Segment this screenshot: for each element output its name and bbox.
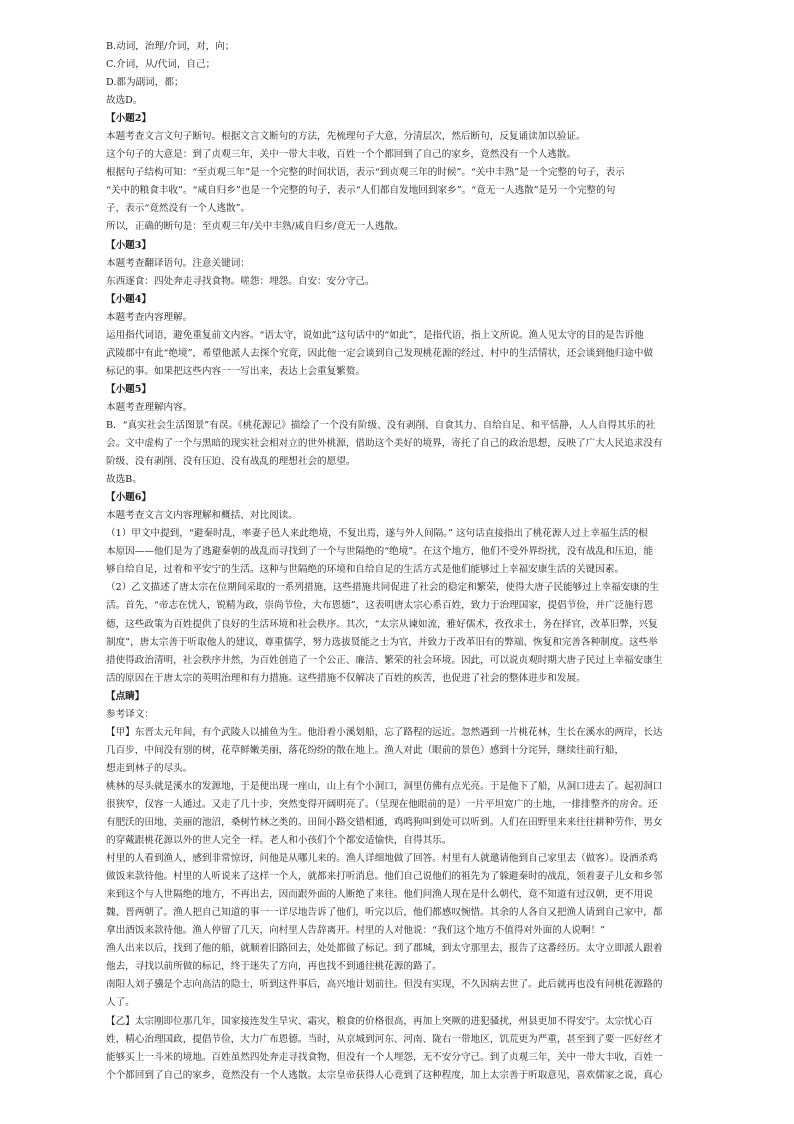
text-line: 会。文中虚构了一个与黑暗的现实社会相对立的世外桃源，借助这个美好的境界，寄托了自己的政治思想，反映了广大人民追求没有	[106, 438, 663, 450]
text-line: 拿出酒饭来款待他。渔人停留了几天，向村里人告辞离开。村里的人对他说：“我们这个地方不值得对外面的人说啊！”	[106, 925, 606, 937]
text-line: 他去，寻找以前所做的标记，终于迷失了方向，再也找不到通往桃花源的路了。	[106, 961, 442, 973]
text-line: 够自给自足，过着和平安宁的生活。这种与世隔绝的环境和自给自足的生活方式是他们能够过上幸福安康生活的关键因素。	[106, 564, 625, 576]
text-line: 东西逐食：四处奔走寻找食物。嗟怨：埋怨。自安：安分守己。	[106, 275, 375, 287]
text-line: 本题考查理解内容。	[106, 401, 193, 413]
text-line: 人了。	[106, 997, 135, 1009]
text-line: 南阳人刘子骥是个志向高洁的隐士，听到这件事后，高兴地计划前往。但没有实现，不久因病去世了。此后就再也没有问桃花源路的	[106, 979, 663, 991]
text-line: C.介词，从/代词，自己；	[106, 59, 216, 71]
text-line: 几百步，中间没有别的树，花草鲜嫩美丽，落花纷纷的散在地上。渔人对此（眼前的景色）感到十分诧异，继续往前行船，	[106, 744, 625, 756]
text-line: 魏、晋两朝了。渔人把自己知道的事一一详尽地告诉了他们，听完以后，他们都感叹惋惜。其余的人各自又把渔人请到自己家中，都	[106, 907, 663, 919]
text-line: B．“真实社会生活图景”有误。《桃花源记》描绘了一个没有阶级、没有剥削、自食其力、自给自足、和平恬静，人人自得其乐的社	[106, 419, 656, 431]
text-line: 本题考查内容理解。	[106, 311, 193, 323]
section-heading: 【小题2】	[106, 113, 152, 125]
text-line: 本题考查文言文句子断句。根据文言文断句的方法，先梳理句子大意，分清层次，然后断句，反复诵读加以验证。	[106, 131, 586, 143]
text-line: 德，这些政策为百姓提供了良好的生活环境和社会秩序。其次，“太宗从谏如流，雅好儒术，孜孜求士，务在择官，改革旧弊，兴复	[106, 618, 658, 630]
document-body	[106, 38, 718, 1085]
text-line: 姓，精心治理国政，提倡节俭，大力广布恩德。当时，从京城到河东、河南、陇右一带地区，饥荒更为严重，甚至到了要一匹好丝才	[106, 1033, 663, 1045]
text-line: 标记的事。如果把这些内容一一写出来，表达上会重复繁赘。	[106, 365, 366, 377]
text-line: 做饭来款待他。村里的人听说来了这样一个人，就都来打听消息。他们自己说他们的祖先为了躲避秦时的战乱，领着妻子儿女和乡邻	[106, 871, 663, 883]
text-line: 子，表示“竟然没有一个人逃散”。	[106, 203, 251, 215]
text-line: 桃林的尽头就是溪水的发源地，于是便出现一座山，山上有个小洞口，洞里仿佛有点光亮。于是他下了船，从洞口进去了。起初洞口	[106, 780, 663, 792]
text-line: 故选D。	[106, 95, 143, 107]
text-line: 制度”，唐太宗善于听取他人的建议，尊重儒学，努力选拔贤能之士为官，并致力于改革旧有的弊端、恢复和完善各种制度。这些举	[106, 636, 658, 648]
text-line: 活的原因在于唐太宗的英明治理和有力措施。这些措施不仅解决了百姓的疾苦，也促进了社会的整体进步和发展。	[106, 672, 586, 684]
section-heading: 【小题4】	[106, 293, 152, 305]
text-line: 本题考查翻译语句。注意关键词：	[106, 257, 250, 269]
text-line: 阶级、没有剥削、没有压迫、没有战乱的理想社会的愿望。	[106, 456, 356, 468]
text-line: D.都为副词，都；	[106, 77, 184, 89]
text-line: 参考译文：	[106, 708, 154, 720]
text-line: 来到这个与人世隔绝的地方，不再出去，因而跟外面的人断绝了来往。他们问渔人现在是什么朝代，竟不知道有过汉朝，更不用说	[106, 889, 653, 901]
text-line: “关中的粮食丰收”。“咸自归乡”也是一个完整的句子，表示“人们都自发地回到家乡”。“竟无一人逃散”是另一个完整的句	[106, 185, 616, 197]
text-line: 【乙】太宗刚即位那几年，国家接连发生旱灾、霜灾，粮食的价格很高，再加上突厥的进犯骚扰，州县更加不得安宁。太宗忧心百	[106, 1015, 653, 1027]
text-line: 【甲】东晋太元年间，有个武陵人以捕鱼为生。他沿着小溪划船，忘了路程的远近。忽然遇到一片桃花林，生长在溪水的两岸，长达	[106, 726, 663, 738]
text-line: 武陵郡中有此“绝境”，希望他派人去探个究竟，因此他一定会谈到自己发现桃花源的经过、村中的生活情状，还会谈到他归途中做	[106, 347, 654, 359]
text-line: 想走到林子的尽头。	[106, 762, 193, 774]
text-line: 本原因——他们是为了逃避秦朝的战乱而寻找到了一个与世隔绝的“绝境”。在这个地方，他们不受外界纷扰，没有战乱和压迫，能	[106, 546, 654, 558]
text-line: 个个都回到了自己的家乡，竟然没有一个人逃散。太宗皇帝获得人心竟到了这种程度，加上太宗善于听取意见，喜欢儒家之说，真心	[106, 1069, 663, 1081]
text-line: 村里的人看到渔人，感到非常惊讶，问他是从哪儿来的。渔人详细地做了回答。村里有人就邀请他到自己家里去（做客）。设酒杀鸡	[106, 853, 658, 865]
text-line: 根据句子结构可知：“至贞观三年”是一个完整的时间状语，表示“到贞观三年的时候”。“关中丰熟”是一个完整的句子，表示	[106, 167, 625, 179]
text-line: （1）甲文中提到，“避秦时乱，率妻子邑人来此绝境，不复出焉，遂与外人间隔。” 这句话直接指出了桃花源人过上幸福生活的根	[106, 528, 648, 540]
text-line: 措使得政治清明，社会秩序井然，为百姓创造了一个公正、廉洁、繁荣的社会环境。因此，可以说贞观时期大唐子民过上幸福安康生	[106, 654, 663, 666]
text-line: 运用指代词语，避免重复前文内容。“语太守，说如此”这句话中的“如此”，是指代语，指上文所说。渔人见太守的目的是告诉他	[106, 329, 644, 341]
section-heading: 【小题6】	[106, 492, 152, 504]
text-line: 很狭窄，仅容一人通过。又走了几十步，突然变得开阔明亮了。（呈现在他眼前的是）一片平坦宽广的土地，一排排整齐的房舍。还	[106, 798, 658, 810]
text-line: 这个句子的大意是：到了贞观三年，关中一带大丰收，百姓一个个都回到了自己的家乡，竟然没有一个人逃散。	[106, 149, 577, 161]
text-line: 故选B。	[106, 474, 142, 486]
section-heading: 【小题5】	[106, 383, 152, 395]
text-line: （2）乙文描述了唐太宗在位期间采取的一系列措施，这些措施共同促进了社会的稳定和繁荣，使得大唐子民能够过上幸福安康的生	[106, 582, 659, 594]
text-line: 的穿戴跟桃花源以外的世人完全一样。老人和小孩们个个都安适愉快，自得其乐。	[106, 835, 452, 847]
text-line: 本题考查文言文内容理解和概括、对比阅读。	[106, 510, 298, 522]
section-heading: 【点睛】	[106, 690, 145, 702]
text-line: 渔人出来以后，找到了他的船，就顺着旧路回去，处处都做了标记。到了郡城，到太守那里去，报告了这番经历。太守立即派人跟着	[106, 943, 663, 955]
text-line: 能够买上一斗米的境地。百姓虽然四处奔走寻找食物，但没有一个人埋怨，无不安分守己。到了贞观三年，关中一带大丰收，百姓一	[106, 1051, 663, 1063]
text-line: B.动词，治理/介词，对，向；	[106, 41, 235, 52]
section-heading: 【小题3】	[106, 239, 152, 251]
text-line: 所以，正确的断句是：至贞观三年/关中丰熟/咸自归乡/竟无一人逃散。	[106, 221, 404, 233]
text-line: 活。首先，“帝志在忧人，锐精为政，崇尚节俭，大布恩德”，这表明唐太宗心系百姓，致力于治理国家，提倡节俭，并广泛施行恩	[106, 600, 654, 612]
text-line: 有肥沃的田地、美丽的池沼，桑树竹林之类的。田间小路交错相通，鸡鸣狗叫到处可以听到。人们在田野里来来往往耕种劳作，男女	[106, 817, 663, 829]
